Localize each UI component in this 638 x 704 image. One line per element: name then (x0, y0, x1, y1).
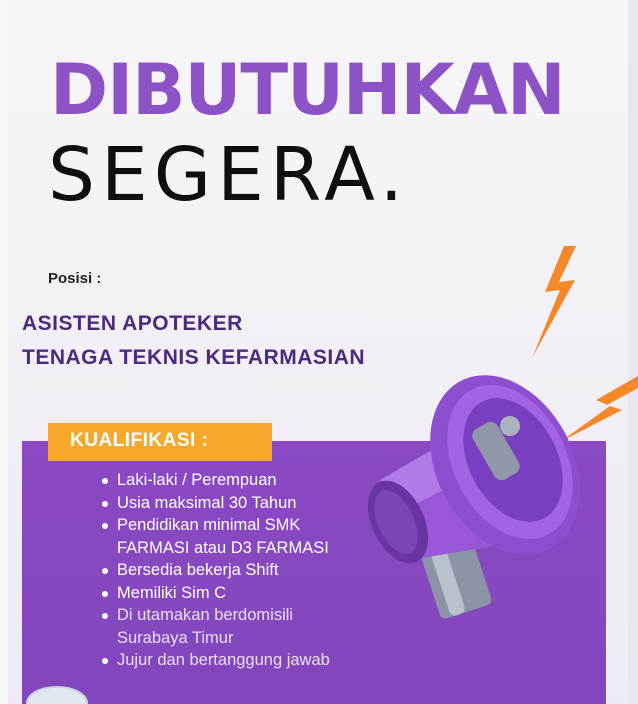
requirement-item-continued: FARMASI atau D3 FARMASI (117, 538, 329, 557)
qualification-title: KUALIFIKASI : (70, 430, 209, 451)
position-title-2: TENAGA TEKNIS KEFARMASIAN (22, 346, 366, 369)
requirement-item: Bersedia bekerja Shift (100, 559, 330, 582)
requirement-item-continued: Surabaya Timur (117, 628, 234, 647)
position-title-1: ASISTEN APOTEKER (22, 312, 243, 335)
requirement-item: Di utamakan berdomisili (100, 604, 330, 627)
requirement-item: Pendidikan minimal SMK (100, 514, 330, 537)
qualification-header (48, 423, 272, 461)
requirement-item: Laki-laki / Perempuan (100, 469, 330, 492)
lightning-bolt-icon (532, 246, 576, 358)
subheadline: SEGERA. (48, 132, 410, 218)
position-label: Posisi : (48, 270, 102, 287)
lightning-bolt-icon (560, 376, 638, 442)
requirement-item: Memiliki Sim C (100, 582, 330, 605)
megaphone-icon (360, 349, 610, 620)
left-edge (0, 0, 8, 704)
requirement-item: Jujur dan bertanggung jawab (100, 649, 330, 672)
megaphone-illustration (360, 240, 638, 620)
requirement-list (100, 469, 330, 672)
headline: DIBUTUHKAN (50, 49, 565, 131)
requirement-item: Usia maksimal 30 Tahun (100, 492, 330, 515)
